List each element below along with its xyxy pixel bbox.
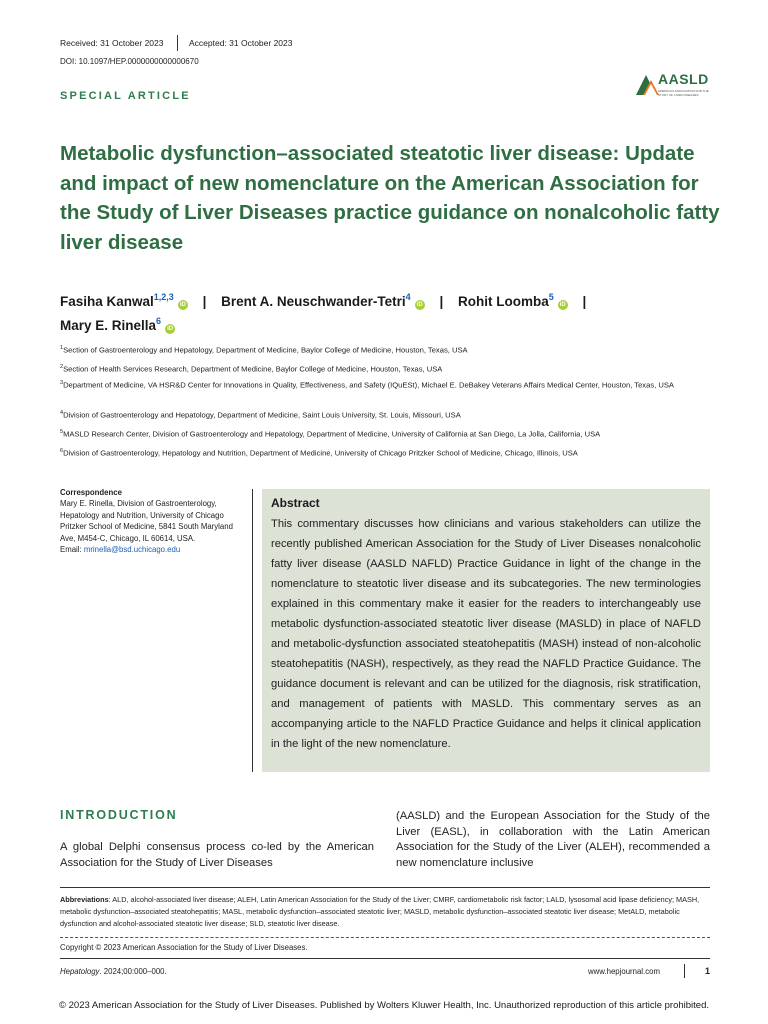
author-affiliation-sup: 5 [548,292,554,302]
introduction-left-column: A global Delphi consensus process co-led by the American Association for the Study of Liver Diseases [60,841,374,869]
affiliation [60,377,720,392]
affiliation [60,361,720,376]
footer-rule [60,958,710,959]
author-name[interactable]: Mary E. Rinella [60,318,157,333]
author-separator: | [439,294,444,309]
email-label: Email: [60,545,82,555]
section-label: SPECIAL ARTICLE [60,90,191,102]
orcid-icon[interactable]: iD [416,302,423,308]
citation-text: . 2024;00:000–000. [99,967,167,976]
affiliation [60,407,720,422]
logo-tagline: AMERICAN ASSOCIATION FOR THE STUDY OF LIVER DISEASES [658,89,709,97]
affiliation [60,426,720,441]
affiliation-text: Division of Gastroenterology and Hepatology, Department of Medicine, Saint Louis University, St. Louis, Missouri, USA [63,410,461,420]
correspondence-block [60,487,250,555]
author-affiliation-sup: 1,2,3 [153,292,174,302]
orcid-icon[interactable]: iD [559,302,566,308]
affiliation-text: Department of Medicine, VA HSR&D Center for Innovations in Quality, Effectiveness, and Safety (IQuESt), Michael E. DeBakey Veterans Affairs Medical Center, Houston, Texas, USA [63,380,674,390]
correspondence-email-line [60,544,250,555]
received-date: Received: 31 October 2023 [60,38,164,48]
abbreviations-top-rule [60,887,710,888]
abbreviations-text: : ALD, alcohol-associated liver disease; ALEH, Latin American Association for the Study of the Liver; CMRF, cardiometabolic risk factor; LALD, lysosomal acid lipase deficiency; MASH, metabolic dysfunction–associated steatohepatitis; MASL, metabolic dysfunction–associated steatotic liver; MASLD, metabolic dysfunction–associated steatotic liver disease; MetALD, metabolic dysfunction and alcohol-associated steatotic liver disease; SLD, steatotic liver disease. [60,895,700,928]
accepted-date: Accepted: 31 October 2023 [189,38,293,48]
journal-citation [60,967,167,976]
introduction-right-column: (AASLD) and the European Association for the Study of the Liver (EASL), in collaboration with the Latin American Association for the Study of the Liver (ALEH), recommended a new nomenclature inclusive [396,810,710,869]
affiliation-text: Division of Gastroenterology, Hepatology and Nutrition, Department of Medicine, University of Chicago Pritzker School of Medicine, Chicago, Illinois, USA [63,448,578,458]
affiliation-number: 3 [60,380,64,386]
author-name[interactable]: Brent A. Neuschwander-Tetri [221,294,406,309]
abbreviations [60,894,712,929]
affiliation-text: Section of Health Services Research, Department of Medicine, Baylor College of Medicine, Houston, Texas, USA [63,364,443,374]
affiliation-number: 5 [60,429,64,435]
journal-url[interactable]: www.hepjournal.com [588,967,660,976]
affiliation [60,445,720,460]
journal-name: Hepatology [60,967,100,976]
introduction-heading: INTRODUCTION [60,808,178,822]
author-name[interactable]: Fasiha Kanwal [60,294,154,309]
affiliation-text: MASLD Research Center, Division of Gastroenterology and Hepatology, Department of Medicine, University of California at San Diego, La Jolla, California, USA [63,429,601,439]
abstract-heading: Abstract [271,496,320,510]
dashed-divider [60,937,710,938]
orcid-icon[interactable]: iD [179,302,186,308]
correspondence-address: Mary E. Rinella, Division of Gastroenterology, Hepatology and Nutrition, University of Chicago Pritzker School of Medicine, 5841 South Maryland Ave, M454-C, Chicago, IL 60614, USA. [60,499,233,543]
affiliation-number: 6 [60,448,64,454]
author-affiliation-sup: 6 [156,316,162,326]
affiliation-text: Section of Gastroenterology and Hepatology, Department of Medicine, Baylor College of Medicine, Houston, Texas, USA [63,345,468,355]
bottom-copyright-notice: © 2023 American Association for the Study of Liver Diseases. Published by Wolters Kluwer Health, Inc. Unauthorized reproduction of this article prohibited. [59,1000,709,1011]
author-separator: | [582,294,587,309]
affiliation-number: 2 [60,364,64,370]
affiliation-number: 1 [60,345,64,351]
author-line-2 [60,308,175,339]
logo-wordmark: AASLD [658,71,709,87]
affiliation [60,342,720,357]
author-name[interactable]: Rohit Loomba [458,294,549,309]
author-affiliation-sup: 4 [405,292,411,302]
aasld-logo[interactable] [634,71,714,101]
abstract-text: This commentary discusses how clinicians and various stakeholders can utilize the recently published American Association for the Study of Liver Diseases nonalcoholic fatty liver disease (AASLD NAFLD) Practice Guidance in light of the change in the nomenclature to steatotic liver disease and its subcategories. The new terminologies explained in this commentary make it easier for the readers to interchangeably use metabolic dysfunction-associated steatotic liver disease (MASLD) in place of NAFLD and metabolic-dysfunction associated steatohepatitis (MASH) instead of non-alcoholic steatohepatitis (NASH), respectively, as they read the NAFLD Practice Guidance. The guidance document is relevant and can be utilized for the diagnosis, risk stratification, and management of patients with MASLD. This commentary serves as an accompanying article to the NAFLD Practice Guidance and helps it clinical application in the light of the new nomenclature. [271,518,701,750]
page-number: 1 [705,966,711,976]
doi[interactable]: DOI: 10.1097/HEP.0000000000000670 [60,57,199,66]
orcid-icon[interactable]: iD [167,326,174,332]
copyright: Copyright © 2023 American Association for the Study of Liver Diseases. [60,943,308,952]
correspondence-heading: Correspondence [60,488,122,497]
author-separator: | [202,294,207,309]
article-title: Metabolic dysfunction–associated steatotic liver disease: Update and impact of new nomenclature on the American Association for the Study of Liver Diseases practice guidance on nonalcoholic fatty liver disease [60,142,720,254]
footer-divider [684,964,685,978]
header-divider [177,35,178,51]
abstract-rule [252,489,253,772]
email-link[interactable]: mrinella@bsd.uchicago.edu [83,545,181,555]
affiliation-number: 4 [60,410,64,416]
abbreviations-label: Abbreviations [60,895,109,904]
